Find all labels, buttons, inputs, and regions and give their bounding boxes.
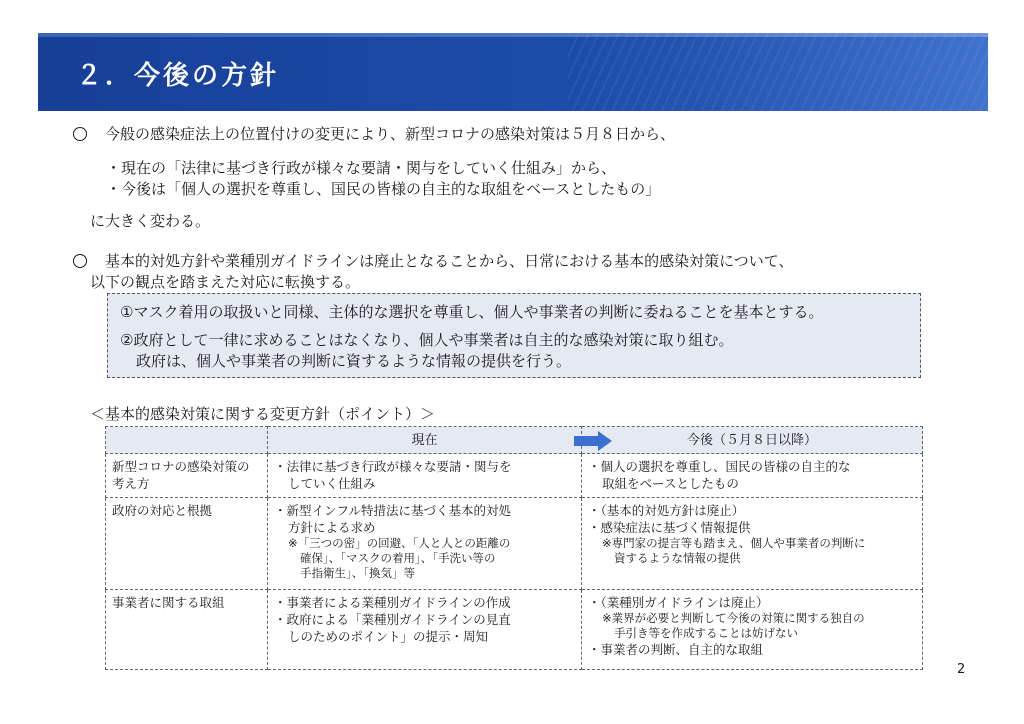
para2-line2: 以下の観点を踏まえた対応に転換する。 xyxy=(90,273,361,291)
table-caption: ＜基本的感染対策に関する変更方針（ポイント）＞ xyxy=(90,405,436,423)
para1-bullet2: ・今後は「個人の選択を尊重し、国民の皆様の自主的な取組をベースとしたもの」 xyxy=(106,180,661,198)
table-row xyxy=(106,590,923,670)
header-cell-future: 今後（５月８日以降） xyxy=(582,427,923,454)
point-2-continued: 政府は、個人や事業者の判断に資するような情報の提供を行う。 xyxy=(136,352,572,370)
current-cell: ・新型インフル特措法に基づく基本的対処 方針による求め ※「三つの密」の回避、「人と人との距離の 確保」、「マスクの着用」、「手洗い等の 手指衛生」、「換気」等 xyxy=(268,498,582,590)
banner-decoration xyxy=(568,33,988,111)
point-2: ②政府として一律に求めることはなくなり、個人や事業者は自主的な感染対策に取り組む。 xyxy=(120,331,734,349)
row-label: 事業者に関する取組 xyxy=(106,590,268,670)
header-cell-current: 現在 xyxy=(268,427,582,454)
future-cell: ・個人の選択を尊重し、国民の皆様の自主的な 取組をベースとしたもの xyxy=(582,454,923,498)
current-cell: ・法律に基づき行政が様々な要請・関与を していく仕組み xyxy=(268,454,582,498)
point-1: ①マスク着用の取扱いと同様、主体的な選択を尊重し、個人や事業者の判断に委ねることを基本とする。 xyxy=(120,303,824,321)
para1-bullet1: ・現在の「法律に基づき行政が様々な要請・関与をしていく仕組み」から、 xyxy=(106,159,617,177)
right-arrow-icon xyxy=(574,431,612,451)
key-points-box xyxy=(107,293,921,378)
bullet-circle-icon xyxy=(73,127,87,141)
table-row xyxy=(106,498,923,590)
para2-line1: 基本的対処方針や業種別ガイドラインは廃止となることから、日常における基本的感染対策について、 xyxy=(105,252,794,270)
para1-line1: 今般の感染症法上の位置付けの変更により、新型コロナの感染対策は５月８日から、 xyxy=(105,125,676,143)
row-label: 新型コロナの感染対策の考え方 xyxy=(106,454,268,498)
row-label: 政府の対応と根拠 xyxy=(106,498,268,590)
header-cell-blank xyxy=(106,427,268,454)
page-title: ２．今後の方針 xyxy=(76,61,280,91)
para1-conclusion: に大きく変わる。 xyxy=(90,212,211,230)
policy-comparison-table xyxy=(105,426,923,670)
table-row xyxy=(106,454,923,498)
table-header-row xyxy=(106,427,923,454)
page-number: 2 xyxy=(957,662,966,677)
future-cell: ・（基本的対処方針は廃止） ・感染症法に基づく情報提供 ※専門家の提言等も踏まえ、個人や事業者の判断に 資するような情報の提供 xyxy=(582,498,923,590)
future-cell: ・（業種別ガイドラインは廃止） ※業界が必要と判断して今後の対策に関する独自の 手引き等を作成することは妨げない ・事業者の判断、自主的な取組 xyxy=(582,590,923,670)
title-banner xyxy=(38,33,988,111)
current-cell: ・事業者による業種別ガイドラインの作成 ・政府による「業種別ガイドラインの見直 しのためのポイント」の提示・周知 xyxy=(268,590,582,670)
bullet-circle-icon xyxy=(73,254,87,268)
